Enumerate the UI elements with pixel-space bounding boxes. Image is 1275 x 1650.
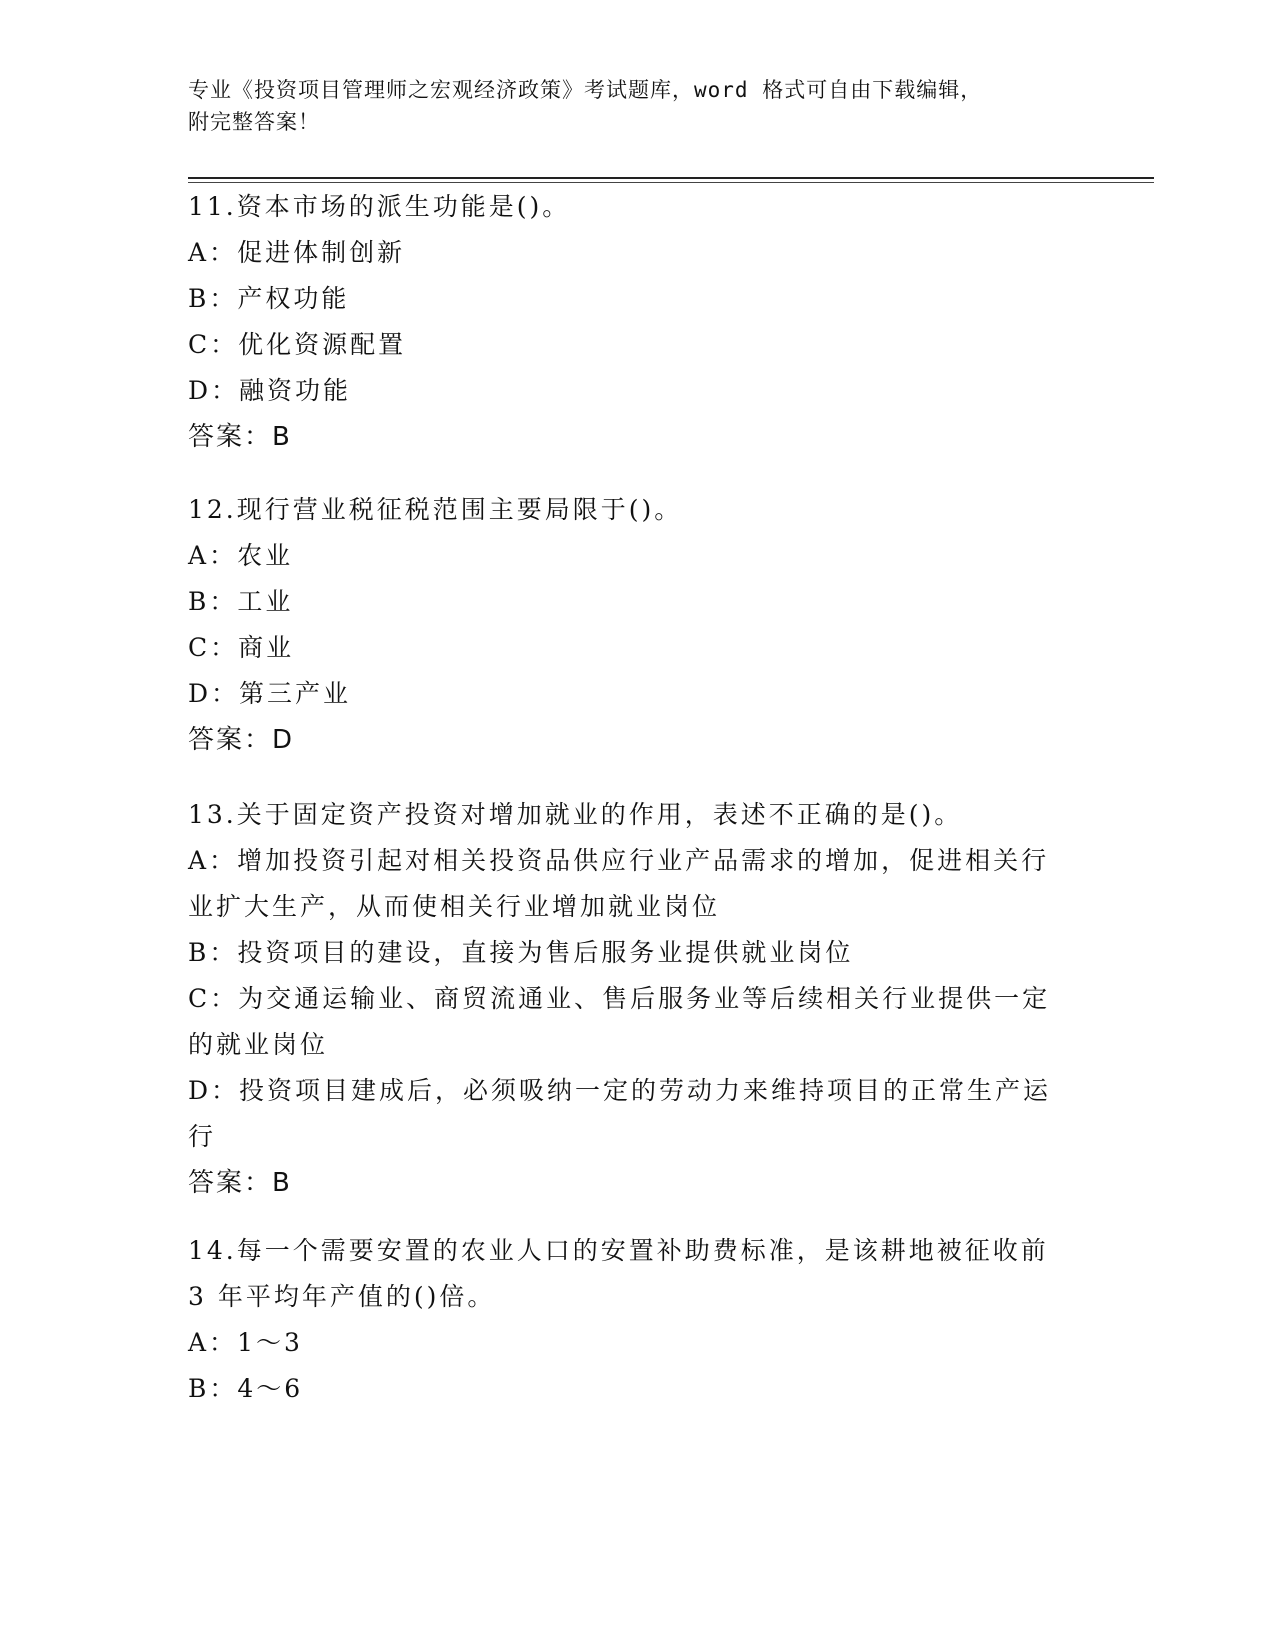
option-b [188, 930, 1088, 976]
option-text: 促进体制创新 [237, 238, 406, 267]
option-text: 为交通运输业、商贸流通业、售后服务业等后续相关行业提供一定 [238, 984, 1051, 1013]
question-14 [188, 1228, 1088, 1412]
question-12 [188, 487, 1088, 763]
option-label: C： [188, 984, 239, 1013]
option-b [188, 579, 1088, 625]
option-d [188, 368, 1088, 414]
option-d-continued: 行 [188, 1122, 217, 1151]
option-text: 投资项目的建设，直接为售后服务业提供就业岗位 [237, 938, 854, 967]
question-stem: 12.现行营业税征税范围主要局限于()。 [188, 495, 683, 524]
option-text: 农业 [237, 541, 294, 570]
option-c [188, 322, 1088, 368]
option-label: D： [188, 1076, 240, 1105]
question-stem: 11.资本市场的派生功能是()。 [188, 192, 571, 221]
answer-line: 答案：B [188, 1168, 292, 1198]
option-label: B： [188, 1374, 238, 1403]
option-label: A： [188, 846, 238, 875]
option-label: D： [188, 376, 240, 405]
question-13 [188, 792, 1088, 1206]
option-text: 产权功能 [237, 284, 350, 313]
option-a [188, 533, 1088, 579]
option-text: 第三产业 [239, 679, 352, 708]
question-stem: 14.每一个需要安置的农业人口的安置补助费标准，是该耕地被征收前 [188, 1236, 1049, 1265]
option-d [188, 671, 1088, 717]
option-text: 工业 [237, 587, 294, 616]
option-label: A： [188, 1328, 238, 1357]
answer-line: 答案：B [188, 422, 292, 452]
header-divider-thin [188, 182, 1154, 183]
option-text: 投资项目建成后，必须吸纳一定的劳动力来维持项目的正常生产运 [239, 1076, 1052, 1105]
option-label: D： [188, 679, 240, 708]
header-line-1: 专业《投资项目管理师之宏观经济政策》考试题库，word 格式可自由下载编辑， [188, 78, 983, 102]
option-c [188, 625, 1088, 671]
document-header [188, 74, 1108, 138]
option-text: 4～6 [237, 1374, 304, 1403]
option-text: 融资功能 [239, 376, 352, 405]
option-label: A： [188, 238, 238, 267]
option-label: C： [188, 330, 239, 359]
option-c [188, 976, 1088, 1022]
option-b [188, 1366, 1088, 1412]
option-label: C： [188, 633, 239, 662]
option-text: 优化资源配置 [238, 330, 407, 359]
option-label: B： [188, 284, 238, 313]
option-c-continued: 的就业岗位 [188, 1030, 329, 1059]
option-label: A： [188, 541, 238, 570]
option-a-continued: 业扩大生产，从而使相关行业增加就业岗位 [188, 892, 721, 921]
option-text: 1～3 [237, 1328, 303, 1357]
option-a [188, 1320, 1088, 1366]
question-stem: 13.关于固定资产投资对增加就业的作用，表述不正确的是()。 [188, 800, 963, 829]
header-line-2: 附完整答案！ [188, 110, 320, 134]
option-label: B： [188, 938, 238, 967]
option-text: 增加投资引起对相关投资品供应行业产品需求的增加，促进相关行 [237, 846, 1050, 875]
option-a [188, 838, 1088, 884]
header-divider-thick [188, 177, 1154, 179]
question-stem-continued: 3 年平均年产值的()倍。 [188, 1282, 496, 1311]
option-d [188, 1068, 1088, 1114]
option-a [188, 230, 1088, 276]
option-label: B： [188, 587, 238, 616]
question-11 [188, 184, 1088, 460]
answer-line: 答案：D [188, 725, 295, 755]
option-text: 商业 [238, 633, 295, 662]
option-b [188, 276, 1088, 322]
